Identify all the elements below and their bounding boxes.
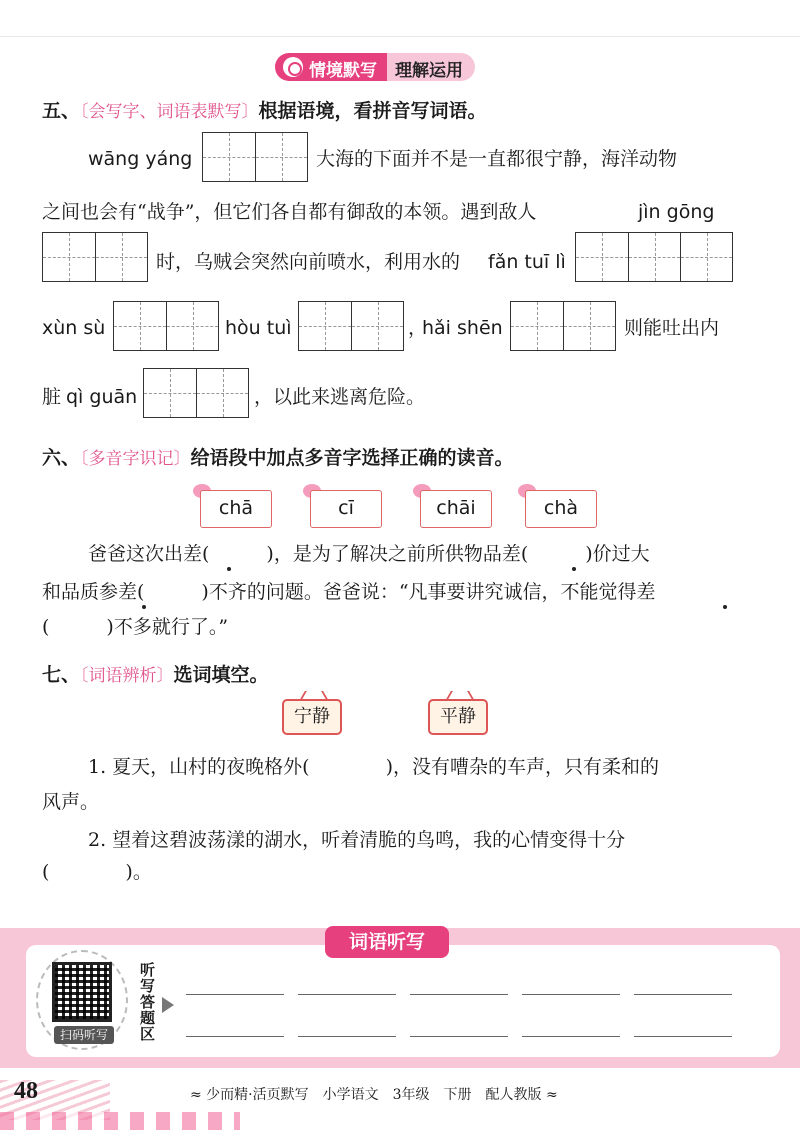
qr-code-icon[interactable] xyxy=(52,962,112,1022)
pinyin-option-3: chāi xyxy=(420,490,492,528)
section-5-title xyxy=(42,96,487,123)
pinyin-haishen: hǎi shēn xyxy=(422,317,503,339)
pinyin-xunsu: xùn sù xyxy=(42,317,106,339)
s5-line5-text: ，以此来逃离危险。 xyxy=(254,386,426,408)
badge-left-label: 情境默写 xyxy=(309,61,377,81)
answer-line[interactable] xyxy=(186,1036,284,1037)
badge-left xyxy=(275,53,387,81)
section-5-instruction: 根据语境，看拼音写词语。 xyxy=(258,100,487,122)
pinyin-houtui: hòu tuì xyxy=(225,317,292,339)
writing-box-4[interactable] xyxy=(113,301,219,351)
answer-line[interactable] xyxy=(186,994,284,995)
qr-label: 扫码听写 xyxy=(54,1026,114,1044)
arrow-right-icon xyxy=(162,997,174,1013)
footer-stripe-decoration xyxy=(0,1112,240,1130)
pinyin-option-2: cī xyxy=(310,490,382,528)
footer-text: ≈ 少而精·活页默写 小学语文 3年级 下册 配人教版 ≈ xyxy=(190,1087,558,1103)
s6-line2: 和品质参差( )不齐的问题。爸爸说：“凡事要讲究诚信，不能觉得差 xyxy=(42,581,656,603)
writing-box-5[interactable] xyxy=(298,301,404,351)
answer-line[interactable] xyxy=(410,994,508,995)
section-6-title xyxy=(42,443,514,470)
answer-line[interactable] xyxy=(298,1036,396,1037)
pinyin-wangyang: wāng yáng xyxy=(88,148,193,170)
writing-box-2[interactable] xyxy=(42,232,148,282)
answer-line[interactable] xyxy=(634,1036,732,1037)
top-rule xyxy=(0,36,800,37)
dictation-title: 词语听写 xyxy=(325,926,449,958)
s5-line2-text: 之间也会有“战争”，但它们各自都有御敌的本领。遇到敌人 xyxy=(42,201,537,223)
pinyin-jingong: jìn gōng xyxy=(638,201,715,223)
s6-line3: ( )不多就行了。” xyxy=(42,616,229,638)
section-6-instruction: 给语段中加点多音字选择正确的读音。 xyxy=(190,447,514,469)
pinyin-qiguan: qì guān xyxy=(66,386,138,408)
writing-box-6[interactable] xyxy=(510,301,616,351)
badge-right: 理解运用 xyxy=(387,53,475,81)
q2-line2: ( )。 xyxy=(42,861,152,883)
s5-line5-prefix: 脏 xyxy=(42,386,62,408)
section-6-tag: 〔多音字识记〕 xyxy=(80,449,191,469)
s5-line1-text: 大海的下面并不是一直都很宁静，海洋动物 xyxy=(316,148,678,170)
s5-line4-text: 则能吐出内 xyxy=(624,317,720,339)
writing-box-3[interactable] xyxy=(575,232,733,282)
s5-comma: ， xyxy=(408,317,428,339)
camera-icon xyxy=(283,57,303,77)
emphasis-dot xyxy=(227,567,231,571)
s6-line1: 爸爸这次出差( )，是为了解决之前所供物品差( )价过大 xyxy=(88,543,650,565)
q2-line1: 2. 望着这碧波荡漾的湖水，听着清脆的鸟鸣，我的心情变得十分 xyxy=(88,829,626,851)
writing-box-1[interactable] xyxy=(202,132,308,182)
word-card-pingjing: 平静 xyxy=(428,699,488,735)
s5-line3-text: 时，乌贼会突然向前喷水，利用水的 xyxy=(156,251,461,273)
answer-line[interactable] xyxy=(298,994,396,995)
answer-line[interactable] xyxy=(522,1036,620,1037)
answer-line[interactable] xyxy=(634,994,732,995)
section-7-number: 七、 xyxy=(42,664,81,686)
q1-line1: 1. 夏天，山村的夜晚格外( )，没有嘈杂的车声，只有柔和的 xyxy=(88,756,659,778)
emphasis-dot xyxy=(142,605,146,609)
emphasis-dot xyxy=(572,567,576,571)
section-badge xyxy=(275,53,475,81)
q1-line2: 风声。 xyxy=(42,791,100,813)
page-number: 48 xyxy=(14,1078,38,1104)
pinyin-option-4: chà xyxy=(525,490,597,528)
section-6-number: 六、 xyxy=(42,447,81,469)
section-7-title xyxy=(42,660,269,687)
dictation-area-label: 听写答题区 xyxy=(140,961,156,1043)
pinyin-option-1: chā xyxy=(200,490,272,528)
emphasis-dot xyxy=(723,605,727,609)
section-7-instruction: 选词填空。 xyxy=(173,664,269,686)
section-7-tag: 〔词语辨析〕 xyxy=(80,666,174,686)
section-5-number: 五、 xyxy=(42,100,81,122)
answer-line[interactable] xyxy=(522,994,620,995)
section-5-tag: 〔会写字、词语表默写〕 xyxy=(80,102,259,122)
word-card-ningjing: 宁静 xyxy=(282,699,342,735)
pinyin-fantuili: fǎn tuī lì xyxy=(488,251,566,273)
answer-line[interactable] xyxy=(410,1036,508,1037)
writing-box-7[interactable] xyxy=(143,368,249,418)
